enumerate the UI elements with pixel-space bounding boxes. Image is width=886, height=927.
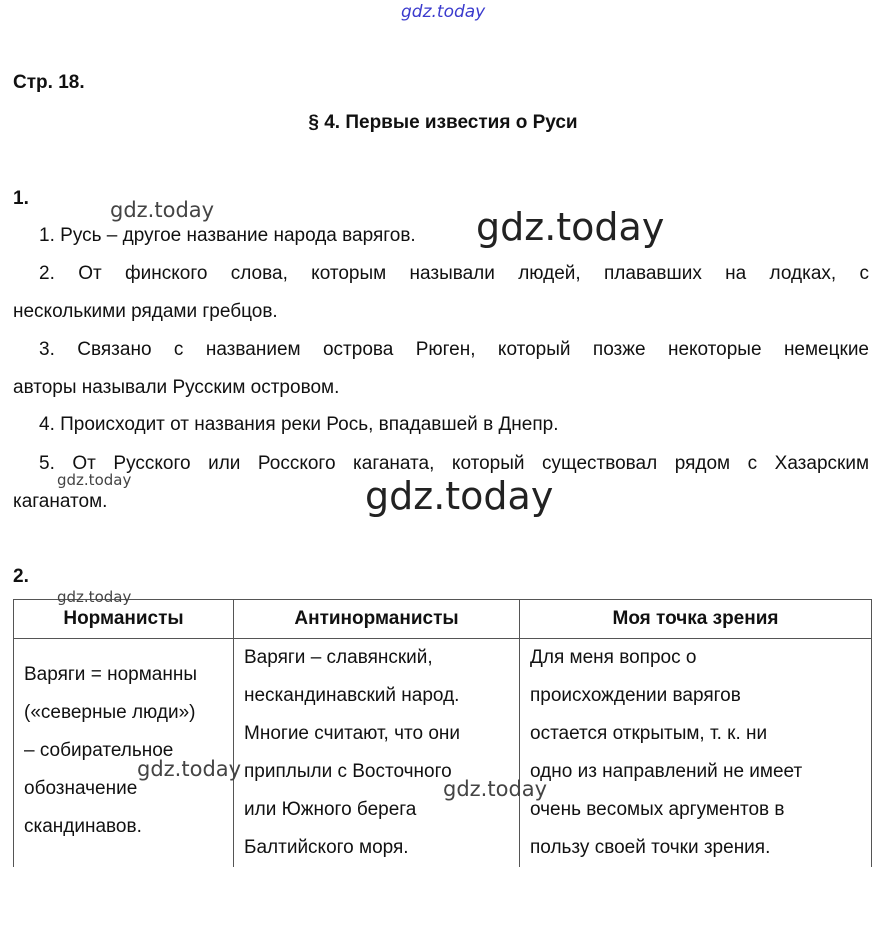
cell-line: – собирательное bbox=[24, 740, 174, 761]
watermark: gdz.today bbox=[137, 757, 242, 781]
cell-line: одно из направлений не имеет bbox=[530, 761, 803, 782]
watermark: gdz.today bbox=[476, 205, 665, 249]
cell-line: Многие считают, что они bbox=[244, 723, 461, 744]
item-3-num: 3. bbox=[39, 339, 55, 360]
item-1-text: Русь – другое название народа варягов. bbox=[60, 225, 416, 246]
header-normanists: Норманисты bbox=[14, 600, 234, 639]
cell-line: пользу своей точки зрения. bbox=[530, 837, 771, 858]
cell-line: приплыли с Восточного bbox=[244, 761, 452, 782]
item-1-num: 1. bbox=[39, 225, 55, 246]
item-2-num: 2. bbox=[39, 263, 55, 284]
cell-line: нескандинавский народ. bbox=[244, 685, 460, 706]
watermark: gdz.today bbox=[57, 588, 132, 606]
item-3-line-1: Связано с названием острова Рюген, который позже некоторые немецкие bbox=[77, 339, 870, 360]
watermark-top: gdz.today bbox=[401, 2, 486, 22]
cell-line: («северные люди») bbox=[24, 702, 196, 723]
cell-line: Варяги – славянский, bbox=[244, 647, 433, 668]
cell-line: Для меня вопрос о bbox=[530, 647, 697, 668]
cell-line: Балтийского моря. bbox=[244, 837, 409, 858]
task-1-item-2-line-2: несколькими рядами гребцов. bbox=[13, 301, 278, 322]
cell-antinormanists bbox=[234, 639, 520, 868]
item-5-line-1: От Русского или Росского каганата, который существовал рядом с Хазарским bbox=[72, 453, 870, 474]
task-2-number: 2. bbox=[13, 566, 29, 587]
comparison-table bbox=[13, 599, 872, 867]
item-5-num: 5. bbox=[39, 453, 55, 474]
task-1-item-2-line-1 bbox=[39, 255, 869, 293]
cell-line: или Южного берега bbox=[244, 799, 417, 820]
watermark: gdz.today bbox=[443, 777, 548, 801]
cell-line: скандинавов. bbox=[24, 816, 142, 837]
watermark: gdz.today bbox=[110, 198, 215, 222]
item-4-text: Происходит от названия реки Рось, впадавшей в Днепр. bbox=[60, 414, 559, 435]
cell-line: обозначение bbox=[24, 778, 138, 799]
header-antinormanists: Антинорманисты bbox=[234, 600, 520, 639]
cell-normanists bbox=[14, 639, 234, 868]
table-row bbox=[14, 639, 872, 868]
item-4-num: 4. bbox=[39, 414, 55, 435]
cell-line: происхождении варягов bbox=[530, 685, 741, 706]
cell-line: Варяги = норманны bbox=[24, 664, 197, 685]
task-1-item-3-line-2: авторы называли Русским островом. bbox=[13, 377, 340, 398]
section-title: § 4. Первые известия о Руси bbox=[308, 112, 578, 133]
cell-line: очень весомых аргументов в bbox=[530, 799, 785, 820]
task-1-item-5-line-2: каганатом. bbox=[13, 491, 108, 512]
cell-line: остается открытым, т. к. ни bbox=[530, 723, 768, 744]
task-1-item-3-line-1 bbox=[39, 331, 869, 369]
table-header-row bbox=[14, 600, 872, 639]
task-1-item-4 bbox=[39, 406, 869, 444]
task-1-number: 1. bbox=[13, 188, 29, 209]
page-label: Стр. 18. bbox=[13, 72, 85, 93]
cell-my-view bbox=[520, 639, 872, 868]
header-my-view: Моя точка зрения bbox=[520, 600, 872, 639]
watermark: gdz.today bbox=[365, 474, 554, 518]
item-2-line-1: От финского слова, которым называли людей, плававших на лодках, с bbox=[78, 263, 869, 284]
task-1-item-1 bbox=[39, 217, 869, 255]
watermark: gdz.today bbox=[57, 471, 132, 489]
